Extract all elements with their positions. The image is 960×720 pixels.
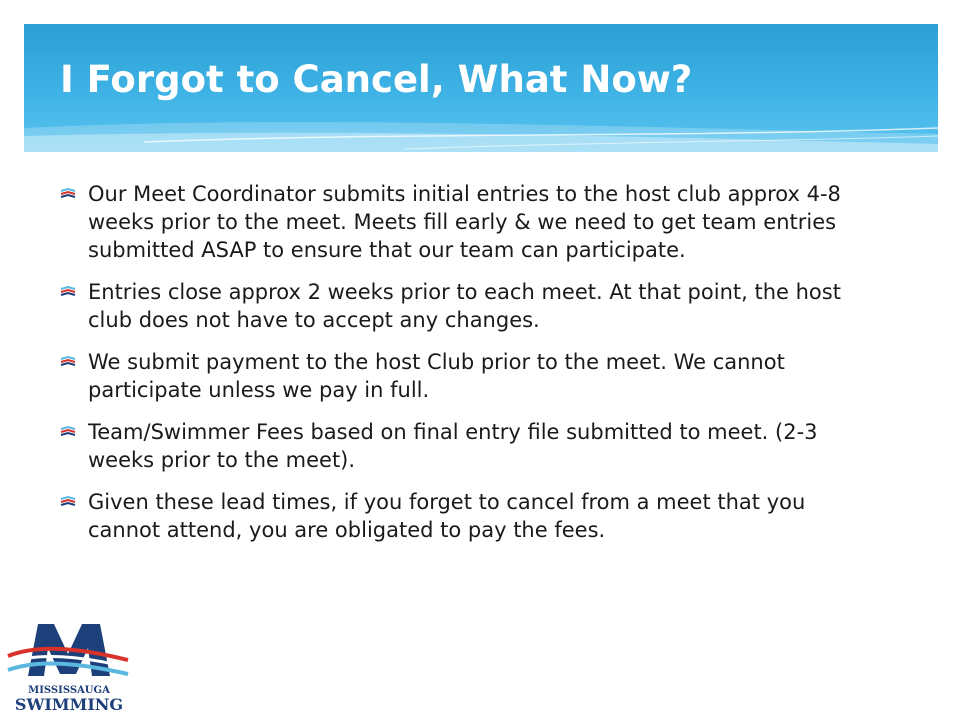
logo-line1: MISSISSAUGA	[28, 685, 110, 696]
bullet-item	[60, 418, 860, 474]
bullet-item	[60, 348, 860, 404]
wave-bullet-icon	[60, 426, 76, 438]
bullet-item	[60, 180, 860, 264]
mississauga-swimming-logo	[4, 618, 134, 718]
slide-title: I Forgot to Cancel, What Now?	[60, 58, 693, 101]
bullet-item	[60, 278, 860, 334]
wave-bullet-icon	[60, 496, 76, 508]
wave-bullet-icon	[60, 188, 76, 200]
bullet-list	[60, 180, 860, 558]
bullet-text: We submit payment to the host Club prior to the meet. We cannot participate unless we pay in full.	[88, 350, 785, 402]
bullet-text: Team/Swimmer Fees based on final entry file submitted to meet. (2-3 weeks prior to the meet).	[88, 420, 818, 472]
wave-bullet-icon	[60, 286, 76, 298]
wave-bullet-icon	[60, 356, 76, 368]
bullet-text: Entries close approx 2 weeks prior to each meet. At that point, the host club does not have to accept any changes.	[88, 280, 841, 332]
bullet-text: Our Meet Coordinator submits initial entries to the host club approx 4-8 weeks prior to the meet. Meets fill early & we need to get team entries submitted ASAP to ensure that our team can participate.	[88, 182, 841, 262]
bullet-item	[60, 488, 860, 544]
bullet-text: Given these lead times, if you forget to cancel from a meet that you cannot attend, you are obligated to pay the fees.	[88, 490, 806, 542]
title-banner	[24, 24, 938, 152]
logo-line2: SWIMMING	[14, 695, 124, 714]
